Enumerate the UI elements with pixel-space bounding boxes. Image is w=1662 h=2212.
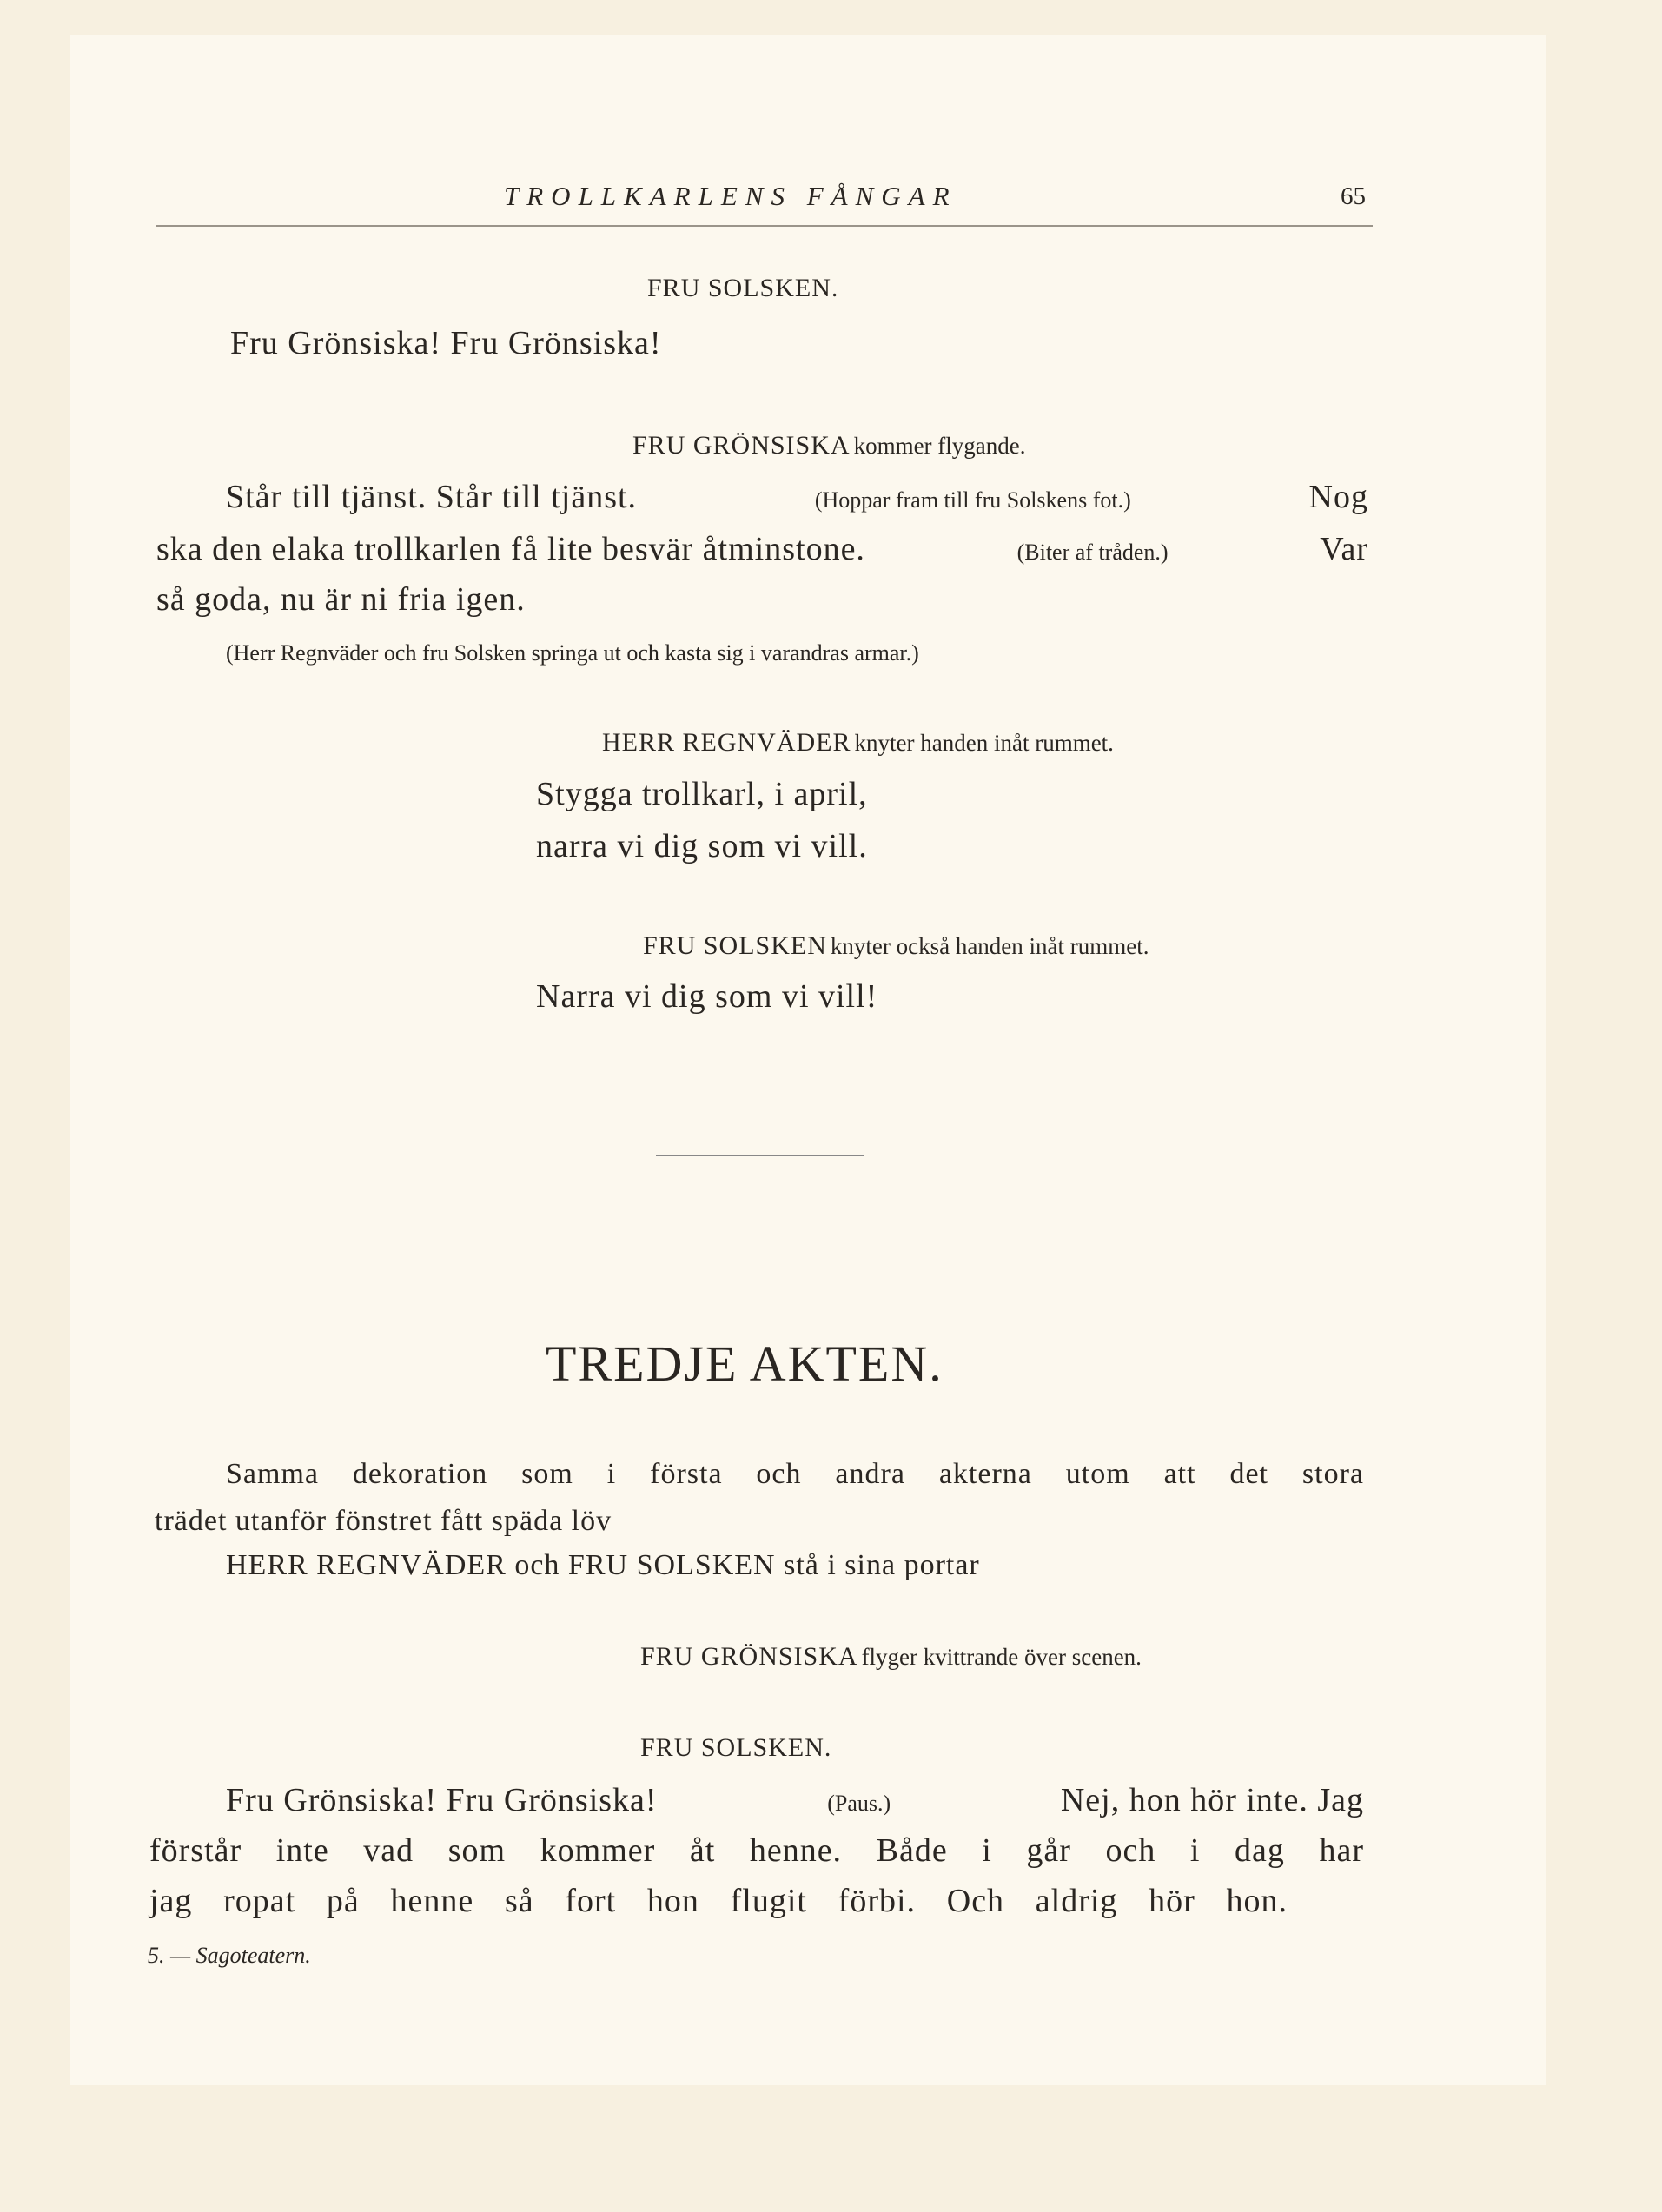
dialogue-text: Nog (1308, 479, 1368, 515)
speaker-name: FRU SOLSKEN (643, 931, 827, 960)
signature-mark: 5. — Sagoteatern. (148, 1943, 311, 1968)
speaker-fru-solsken (643, 931, 1149, 961)
stage-direction: knyter handen inåt rummet. (854, 730, 1114, 756)
dialogue-line (226, 1781, 1364, 1819)
speaker-herr-regnvader (602, 728, 1114, 758)
running-title: TROLLKARLENS FÅNGAR (504, 181, 957, 211)
stage-direction: kommer flygande. (853, 433, 1026, 459)
stage-direction: (Herr Regnväder och fru Solsken springa ut och kasta sig i varandras armar.) (226, 640, 919, 666)
dialogue-text: Var (1320, 531, 1368, 567)
speaker-fru-solsken: FRU SOLSKEN. (647, 274, 839, 302)
speaker-name: FRU GRÖNSISKA (640, 1642, 858, 1671)
dialogue-text: Fru Grönsiska! Fru Grönsiska! (226, 1782, 658, 1818)
dialogue-line (226, 478, 1368, 516)
dialogue-text: ska den elaka trollkarlen få lite besvär åtminstone. (156, 531, 865, 567)
dialogue-line: förstår inte vad som kommer åt henne. Både i går och i dag har (149, 1832, 1364, 1869)
scene-description: trädet utanför fönstret fått späda löv (155, 1505, 612, 1537)
stage-direction: (Paus.) (827, 1791, 891, 1816)
section-divider (656, 1155, 864, 1156)
dialogue-text: Står till tjänst. Står till tjänst. (226, 479, 638, 515)
speaker-fru-solsken: FRU SOLSKEN. (640, 1733, 832, 1762)
page-number: 65 (1341, 182, 1366, 210)
dialogue-line: jag ropat på henne så fort hon flugit förbi. Och aldrig hör hon. (149, 1883, 1288, 1919)
speaker-name: HERR REGNVÄDER (602, 728, 851, 757)
scene-description: Samma dekoration som i första och andra akterna utom att det stora (226, 1458, 1364, 1490)
stage-direction: (Hoppar fram till fru Solskens fot.) (814, 487, 1131, 513)
stage-direction: (Biter af tråden.) (1016, 540, 1169, 565)
dialogue-line (156, 530, 1368, 568)
verse-line: Stygga trollkarl, i april, (536, 776, 868, 812)
stage-direction: flyger kvittrande över scenen. (861, 1644, 1142, 1670)
act-heading: TREDJE AKTEN. (546, 1335, 944, 1392)
header-rule (156, 225, 1373, 227)
dialogue-line: så goda, nu är ni fria igen. (156, 581, 526, 618)
verse-line: narra vi dig som vi vill. (536, 828, 868, 864)
verse-line: Narra vi dig som vi vill! (536, 978, 878, 1015)
speaker-name: FRU GRÖNSISKA (632, 431, 851, 460)
scene-description: HERR REGNVÄDER och FRU SOLSKEN stå i sina portar (226, 1549, 980, 1581)
speaker-fru-gronsiska (632, 431, 1026, 460)
dialogue-text: Nej, hon hör inte. Jag (1060, 1782, 1364, 1818)
stage-direction: knyter också handen inåt rummet. (830, 933, 1149, 959)
speaker-fru-gronsiska (640, 1642, 1142, 1672)
dialogue-line: Fru Grönsiska! Fru Grönsiska! (230, 325, 662, 361)
